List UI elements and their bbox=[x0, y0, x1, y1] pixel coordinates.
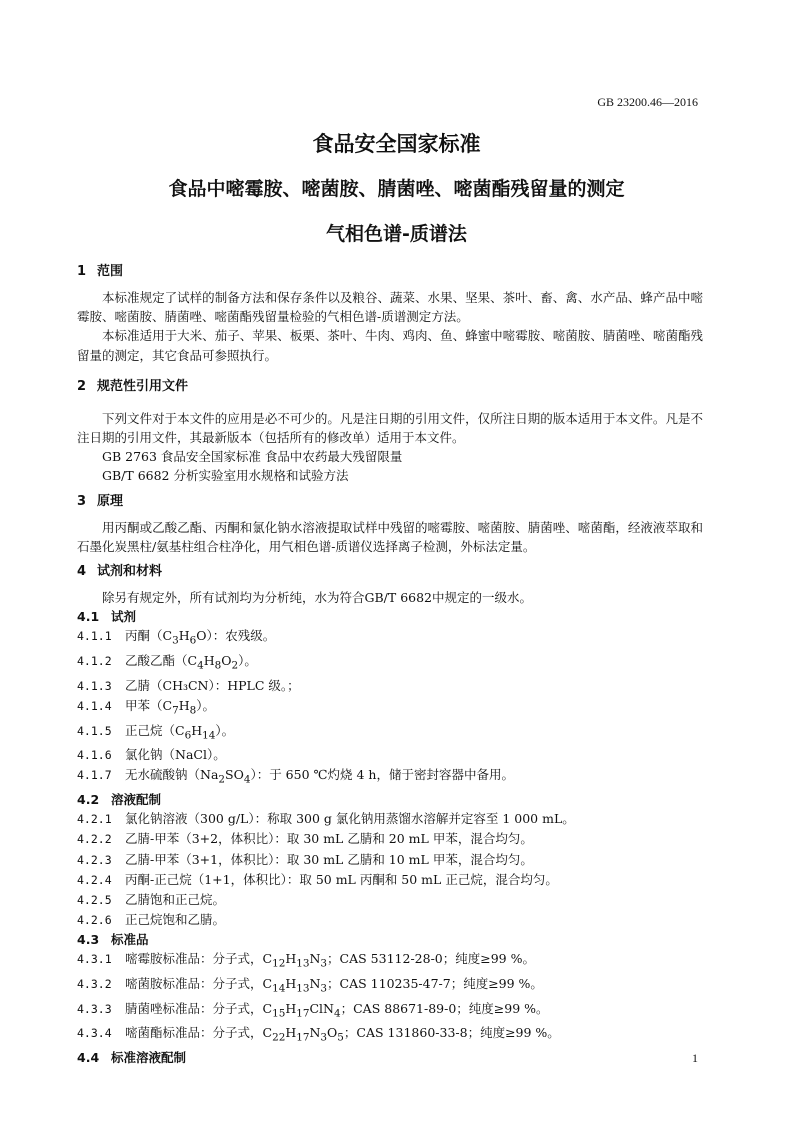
section-heading-principle: 3 原理 bbox=[77, 493, 124, 509]
document-method-title: 气相色谱-质谱法 bbox=[326, 223, 467, 245]
reference-item: GB 2763 食品安全国家标准 食品中农药最大残留限量 bbox=[102, 449, 403, 465]
paragraph: 用丙酮或乙酸乙酯、丙酮和氯化钠水溶液提取试样中残留的嘧霉胺、嘧菌胺、腈菌唑、嘧菌酯，经液液萃取和石墨化炭黑柱/氨基柱组合柱净化，用气相色谱-质谱仪选择离子检测，外标法定量。 bbox=[77, 519, 703, 554]
list-item: 4.3.4 嘧菌酯标准品：分子式，$C_{22}H_{17}N_3O_5$；CAS 131860-33-8；纯度≥99 %。 bbox=[77, 1025, 560, 1044]
list-item: 4.1.1 丙酮$(C_3H_6O)$：农残级。 bbox=[77, 628, 276, 647]
list-item: 4.1.4 甲苯$(C_7H_8)$。 bbox=[77, 697, 215, 717]
paragraph: 下列文件对于本文件的应用是必不可少的。凡是注日期的引用文件，仅所注日期的版本适用于本文件。凡是不注日期的引用文件，其最新版本（包括所有的修改单）适用于本文件。 bbox=[77, 410, 703, 446]
subsection-heading-reagents: 4.1 试剂 bbox=[77, 609, 137, 625]
list-item: 4.2.5 乙腈饱和正己烷。 bbox=[77, 891, 226, 907]
list-item: 4.2.6 正己烷饱和乙腈。 bbox=[77, 912, 226, 928]
list-item: 4.2.2 乙腈-甲苯（3+2，体积比）：取 30 mL 乙腈和 20 mL 甲苯，混合均匀。 bbox=[77, 831, 533, 847]
list-item: 4.3.2 嘧菌胺标准品：分子式，$C_{14}H_{13}N_3$；CAS 110235-47-7；纯度≥99 %。 bbox=[77, 976, 543, 995]
subsection-heading-standards: 4.3 标准品 bbox=[77, 932, 149, 948]
document-body bbox=[77, 262, 703, 1067]
list-item: 4.3.3 腈菌唑标准品：分子式，$C_{15}H_{17}ClN_4$；CAS 88671-89-0；纯度≥99 %。 bbox=[77, 1000, 549, 1020]
paragraph: 本标准适用于大米、茄子、苹果、板栗、茶叶、牛肉、鸡肉、鱼、蜂蜜中嘧霉胺、嘧菌胺、腈菌唑、嘧菌酯残留量的测定，其它食品可参照执行。 bbox=[77, 328, 703, 363]
subsection-heading-standard-solutions: 4.4 标准溶液配制 bbox=[77, 1050, 187, 1066]
subsection-heading-solutions: 4.2 溶液配制 bbox=[77, 792, 162, 808]
list-item: 4.1.5 正己烷$(C_6H_{14})$。 bbox=[77, 722, 235, 742]
list-item: 4.1.3 乙腈（CH₃CN）：HPLC 级。； bbox=[77, 677, 300, 693]
reference-item: GB/T 6682 分析实验室用水规格和试验方法 bbox=[102, 468, 349, 484]
list-item: 4.3.1 嘧霉胺标准品：分子式，$C_{12}H_{13}N_3$；CAS 53112-28-0；纯度≥99 %。 bbox=[77, 951, 535, 970]
paragraph: 本标准规定了试样的制备方法和保存条件以及粮谷、蔬菜、水果、坚果、茶叶、畜、禽、水产品、蜂产品中嘧霉胺、嘧菌胺、腈菌唑、嘧菌酯残留量检验的气相色谱-质谱测定方法。 bbox=[77, 290, 703, 325]
list-item: 4.1.7 无水硫酸钠$(Na_2SO_4)$：于 650 ℃灼烧 4 h，储于密封容器中备用。 bbox=[77, 767, 514, 786]
list-item: 4.2.3 乙腈-甲苯（3+1，体积比）：取 30 mL 乙腈和 10 mL 甲苯，混合均匀。 bbox=[77, 851, 533, 867]
document-subtitle: 食品中嘧霉胺、嘧菌胺、腈菌唑、嘧菌酯残留量的测定 bbox=[168, 178, 625, 200]
section-heading-scope: 1 范围 bbox=[77, 264, 124, 279]
list-item: 4.1.2 乙酸乙酯$(C_4H_8O_2)$。 bbox=[77, 652, 257, 672]
section-heading-references: 2 规范性引用文件 bbox=[77, 378, 189, 394]
document-title: 食品安全国家标准 bbox=[312, 132, 481, 156]
list-item: 4.2.1 氯化钠溶液（300 g/L）：称取 300 g 氯化钠用蒸馏水溶解并定容至 1 000 mL。 bbox=[77, 811, 575, 827]
page-number: 1 bbox=[692, 1051, 698, 1065]
standard-number: GB 23200.46—2016 bbox=[597, 95, 698, 109]
section-heading-reagents: 4 试剂和材料 bbox=[77, 564, 163, 580]
list-item: 4.1.6 氯化钠（NaCl）。 bbox=[77, 747, 226, 763]
paragraph: 除另有规定外，所有试剂均为分析纯，水为符合GB/T 6682中规定的一级水。 bbox=[102, 590, 533, 606]
list-item: 4.2.4 丙酮-正己烷（1+1，体积比）：取 50 mL 丙酮和 50 mL 正己烷，混合均匀。 bbox=[77, 871, 558, 887]
